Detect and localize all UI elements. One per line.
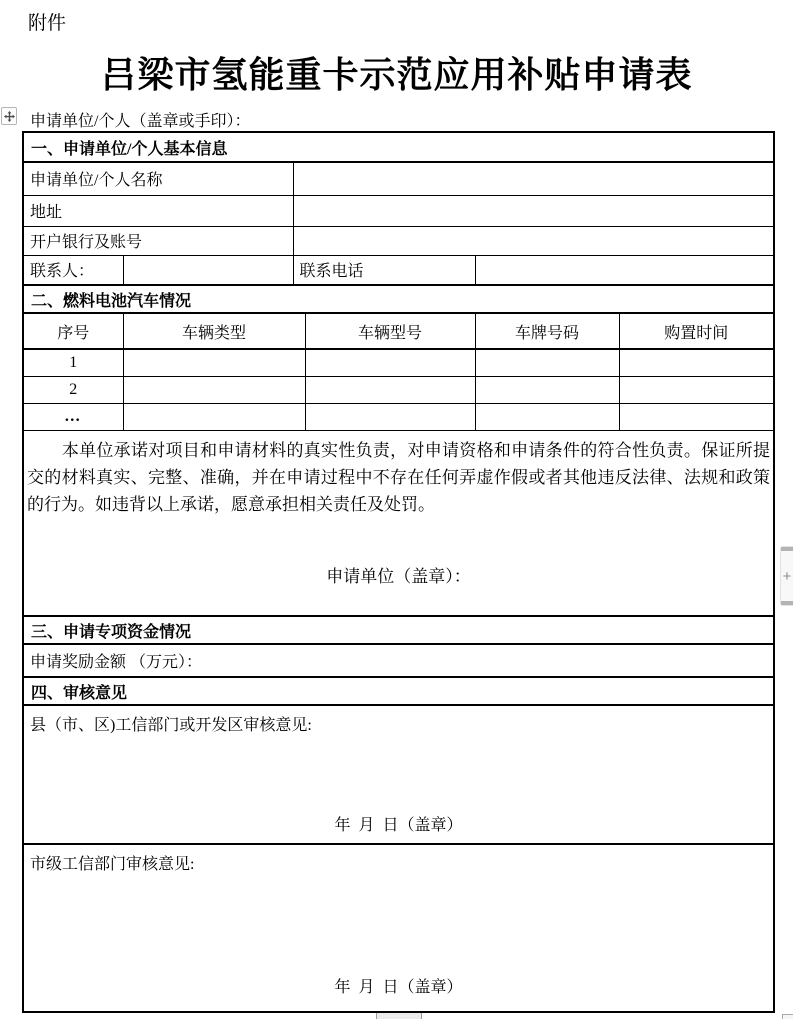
vehicle-date-input-cell[interactable] bbox=[619, 376, 774, 403]
address-label: 地址 bbox=[23, 195, 293, 226]
page-edge-fragment bbox=[782, 1014, 793, 1019]
commitment-text: 本单位承诺对项目和申请材料的真实性负责，对申请资格和申请条件的符合性负责。保证所提交的材料真实、完整、准确，并在申请过程中不存在任何弄虚作假或者其他违反法律、法规和政策的行为。如违背以上承诺，愿意承担相关责任及处罚。 bbox=[27, 440, 771, 514]
applicant-seal-signature-line: 申请单位（盖章）： bbox=[326, 566, 471, 586]
county-date-seal-line: 年 月 日（盖章） bbox=[334, 817, 463, 834]
page-edge-fragment bbox=[376, 1013, 422, 1019]
scrollbar-bottom-cap bbox=[781, 601, 793, 605]
county-review-cell[interactable] bbox=[23, 705, 774, 844]
plus-icon[interactable]: + bbox=[782, 567, 792, 585]
vehicle-row-more bbox=[23, 403, 774, 430]
county-review-label: 县（市、区)工信部门或开发区审核意见: bbox=[30, 717, 312, 734]
contact-person-input-cell[interactable] bbox=[123, 255, 293, 285]
vehicle-row-number: 1 bbox=[23, 349, 123, 376]
vehicle-model-input-cell[interactable] bbox=[305, 349, 475, 376]
contact-phone-label: 联系电话 bbox=[293, 255, 475, 285]
award-amount-label: 申请奖励金额 （万元）： bbox=[30, 654, 203, 671]
applicant-name-label: 申请单位/个人名称 bbox=[23, 162, 293, 195]
applicant-name-input-cell[interactable] bbox=[293, 162, 774, 195]
award-amount-cell[interactable] bbox=[23, 644, 774, 677]
vehicle-plate-input-cell[interactable] bbox=[475, 403, 619, 430]
scrollbar-fragment[interactable] bbox=[780, 546, 793, 606]
section1-header: 一、申请单位/个人基本信息 bbox=[23, 132, 774, 162]
section2-header: 二、燃料电池汽车情况 bbox=[23, 285, 774, 313]
move-cross-icon bbox=[4, 111, 15, 122]
scrollbar-top-cap bbox=[781, 547, 793, 551]
section3-header: 三、申请专项资金情况 bbox=[23, 616, 774, 644]
bank-account-label: 开户银行及账号 bbox=[23, 226, 293, 255]
vehicle-date-input-cell[interactable] bbox=[619, 349, 774, 376]
table-move-handle[interactable] bbox=[1, 107, 17, 125]
vehicle-col-model: 车辆型号 bbox=[305, 313, 475, 349]
contact-phone-input-cell[interactable] bbox=[475, 255, 774, 285]
city-review-cell[interactable] bbox=[23, 844, 774, 1012]
vehicle-model-input-cell[interactable] bbox=[305, 376, 475, 403]
vehicle-type-input-cell[interactable] bbox=[123, 403, 305, 430]
vehicle-col-purchase-date: 购置时间 bbox=[619, 313, 774, 349]
address-input-cell[interactable] bbox=[293, 195, 774, 226]
vehicle-date-input-cell[interactable] bbox=[619, 403, 774, 430]
vehicle-plate-input-cell[interactable] bbox=[475, 349, 619, 376]
city-review-label: 市级工信部门审核意见: bbox=[30, 856, 195, 873]
vehicle-plate-input-cell[interactable] bbox=[475, 376, 619, 403]
bank-account-input-cell[interactable] bbox=[293, 226, 774, 255]
vehicle-row-2 bbox=[23, 376, 774, 403]
vehicle-col-plate: 车牌号码 bbox=[475, 313, 619, 349]
application-form-table bbox=[22, 131, 775, 1013]
vehicle-col-type: 车辆类型 bbox=[123, 313, 305, 349]
contact-person-label: 联系人： bbox=[23, 255, 123, 285]
vehicle-row-number: … bbox=[23, 403, 123, 430]
vehicle-row-1 bbox=[23, 349, 774, 376]
vehicle-model-input-cell[interactable] bbox=[305, 403, 475, 430]
vehicle-row-number: 2 bbox=[23, 376, 123, 403]
vehicle-type-input-cell[interactable] bbox=[123, 349, 305, 376]
page-title: 吕梁市氢能重卡示范应用补贴申请表 bbox=[100, 55, 693, 95]
section4-header: 四、审核意见 bbox=[23, 677, 774, 705]
applicant-seal-line: 申请单位/个人（盖章或手印）： bbox=[30, 113, 251, 130]
attachment-label: 附件 bbox=[28, 13, 67, 34]
vehicle-col-index: 序号 bbox=[23, 313, 123, 349]
commitment-cell[interactable] bbox=[23, 430, 774, 616]
vehicle-type-input-cell[interactable] bbox=[123, 376, 305, 403]
city-date-seal-line: 年 月 日（盖章） bbox=[334, 979, 463, 996]
